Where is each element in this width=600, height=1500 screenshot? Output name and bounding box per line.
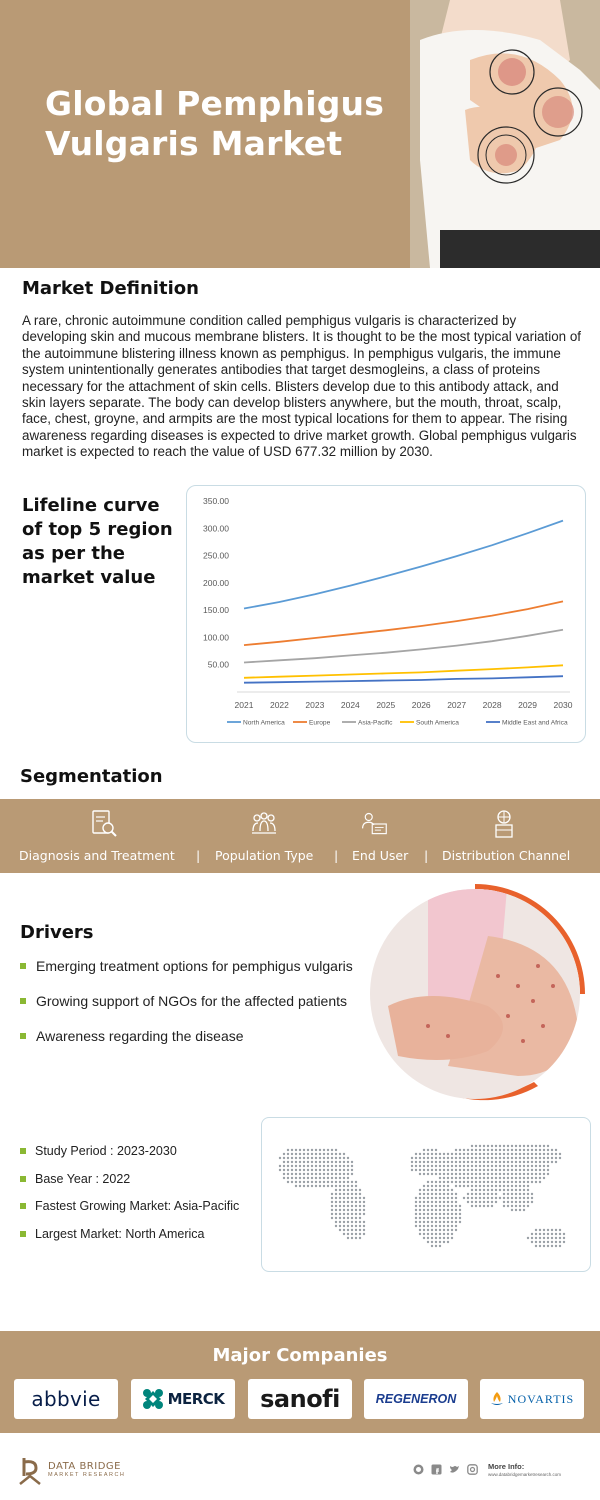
segment-population-type: Population Type [215,848,314,863]
data-bridge-logo-icon [18,1456,44,1486]
list-item [20,990,370,1025]
x-tick-label: 2022 [269,700,289,710]
distribution-icon [490,809,518,839]
legend-label: North America [243,719,285,727]
list-item [20,1142,260,1170]
market-definition-text: A rare, chronic autoimmune condition called pemphigus vulgaris is characterized by developing skin and mucous membrane blisters. It is thought to be the most typical variation of the autoimmune blistering illness known as pemphigus. In pemphigus vulgaris, the immune system unintentionally generates antibodies that target desmogleins, a class of proteins necessary for the attachment of skin cells. Blisters develop due to this antibody attack, and skin layers separate. The body can develop blisters anywhere, but the mouth, throat, scalp, face, chest, groyne, and armpits are the most typical locations for them to appear. The rising awareness regarding diseases is expected to drive market growth. Global pemphigus vulgaris market is expected to reach the value of USD 677.32 million by 2030. [22,313,581,460]
stat-base-year: Base Year : 2022 [35,1171,131,1186]
x-tick-label: 2025 [376,700,396,710]
world-map-card [261,1117,591,1272]
dotted-world-map [262,1118,592,1273]
merck-wordmark: MERCK [167,1390,225,1408]
instagram-icon[interactable] [467,1464,478,1475]
bullet-marker [20,1033,26,1039]
hero-banner [0,0,600,268]
lifeline-chart [186,485,586,743]
driver-text: Emerging treatment options for pemphigus vulgaris [36,958,353,974]
stat-largest-market: Largest Market: North America [35,1226,205,1241]
twitter-icon[interactable] [449,1464,460,1475]
diagnosis-icon [90,809,118,839]
regeneron-wordmark: REGENERON [375,1392,457,1406]
logo-abbvie [14,1379,118,1419]
list-item [20,1225,260,1253]
more-info-label: More Info: [488,1462,525,1471]
series-line-north-america [244,521,563,609]
segment-end-user: End User [352,848,409,863]
y-tick-label: 150.00 [203,605,229,616]
drivers-list [20,955,370,1060]
stat-study-period: Study Period : 2023-2030 [35,1144,177,1158]
y-tick-label: 350.00 [203,496,229,506]
merck-icon [142,1388,164,1410]
bullet-marker [20,1148,26,1154]
more-info-url[interactable]: www.databridgemarketresearch.com [488,1472,562,1477]
logo-sanofi [248,1379,352,1419]
x-tick-label: 2026 [411,700,431,710]
series-line-south-america [244,665,563,678]
x-tick-label: 2023 [305,700,325,710]
brand-name: DATA BRIDGE [48,1461,121,1472]
segmentation-heading: Segmentation [20,766,163,787]
segment-diagnosis-treatment: Diagnosis and Treatment [19,848,175,863]
legend-label: Europe [309,719,331,727]
map-dots [279,1145,565,1247]
x-tick-label: 2029 [518,700,538,710]
page-title: Global Pemphigus Vulgaris Market [45,84,385,163]
bullet-marker [20,1231,26,1237]
list-item [20,1197,260,1225]
x-tick-label: 2024 [340,700,360,710]
y-tick-label: 200.00 [203,577,229,588]
market-definition-heading: Market Definition [22,278,199,299]
x-tick-label: 2030 [553,700,573,710]
segment-separator: | [196,848,201,863]
segment-distribution-channel: Distribution Channel [442,848,571,863]
novartis-wordmark: NOVARTIS [507,1391,575,1406]
novartis-flame-icon [490,1391,504,1407]
abbvie-wordmark: abbvie [31,1387,101,1411]
bullet-marker [20,1203,26,1209]
chart-section-heading: Lifeline curve of top 5 region as per the market value [22,495,173,588]
y-tick-label: 50.00 [207,659,229,670]
list-item [20,1025,370,1060]
stat-fastest-growing: Fastest Growing Market: Asia-Pacific [35,1199,240,1213]
y-tick-label: 100.00 [203,632,229,643]
chart-canvas [187,486,587,744]
list-item [20,955,370,990]
bullet-marker [20,963,26,969]
x-tick-label: 2021 [234,700,254,710]
drivers-heading: Drivers [20,922,94,943]
y-tick-label: 300.00 [203,523,229,534]
population-icon [250,809,278,839]
drivers-photo [368,876,590,1110]
logo-regeneron [364,1379,468,1419]
segmentation-band [0,799,600,873]
hero-photo [410,0,600,268]
companies-heading: Major Companies [212,1345,388,1366]
y-tick-label: 250.00 [203,550,229,561]
end-user-icon [360,809,388,839]
whatsapp-icon[interactable] [413,1464,424,1475]
driver-text: Awareness regarding the disease [36,1028,244,1044]
series-line-asia-pacific [244,630,563,663]
facebook-icon[interactable] [431,1464,442,1475]
key-stats-list [20,1142,260,1252]
bullet-marker [20,1176,26,1182]
logo-merck [131,1379,235,1419]
segment-separator: | [424,848,429,863]
x-tick-label: 2028 [482,700,502,710]
list-item [20,1170,260,1198]
driver-text: Growing support of NGOs for the affected patients [36,993,348,1009]
logo-novartis [480,1379,584,1419]
segment-separator: | [334,848,339,863]
x-tick-label: 2027 [447,700,467,710]
bullet-marker [20,998,26,1004]
brand-subtitle: MARKET RESEARCH [48,1472,126,1478]
legend-label: South America [416,719,459,727]
legend-label: Asia-Pacific [358,719,393,727]
legend-label: Middle East and Africa [502,719,568,727]
sanofi-wordmark: sanofi [260,1385,340,1413]
